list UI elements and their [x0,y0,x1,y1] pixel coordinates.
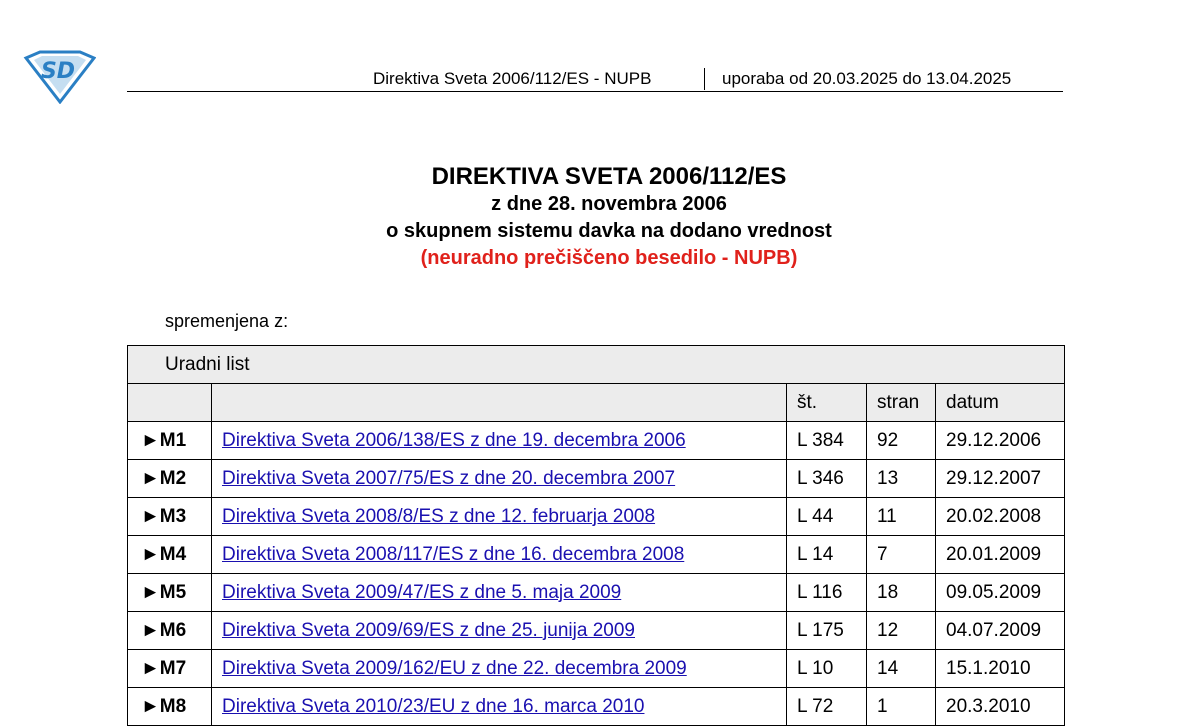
amendment-code-cell: ►M3 [128,498,212,536]
logo-lettering: SD [40,59,76,84]
column-header-page: stran [867,384,936,422]
journal-page-cell: 18 [867,574,936,612]
column-header-date: datum [936,384,1065,422]
amendment-link-cell [212,574,787,612]
publication-date-cell: 09.05.2009 [936,574,1065,612]
amendment-link-cell [212,688,787,726]
amendment-link[interactable]: Direktiva Sveta 2010/23/EU z dne 16. marca 2010 [222,695,645,717]
table-row [128,422,1065,460]
sd-logo-icon [22,50,96,104]
amendments-table [127,345,1065,726]
document-date: z dne 28. novembra 2006 [491,193,727,215]
journal-page-cell: 1 [867,688,936,726]
table-header-row [128,384,1065,422]
amendment-link-cell [212,422,787,460]
header-document-title: Direktiva Sveta 2006/112/ES - NUPB [373,69,652,88]
journal-page-cell: 14 [867,650,936,688]
journal-number-cell: L 10 [787,650,867,688]
amendment-link-cell [212,612,787,650]
amendment-link[interactable]: Direktiva Sveta 2009/47/ES z dne 5. maja 2009 [222,581,622,603]
amendment-link-cell [212,536,787,574]
amendment-code-cell: ►M8 [128,688,212,726]
journal-page-cell: 13 [867,460,936,498]
document-title: DIREKTIVA SVETA 2006/112/ES [431,163,787,190]
amendment-code-cell: ►M6 [128,612,212,650]
journal-page-cell: 7 [867,536,936,574]
publication-date-cell: 04.07.2009 [936,612,1065,650]
amendment-link[interactable]: Direktiva Sveta 2008/8/ES z dne 12. februarja 2008 [222,505,656,527]
journal-number-cell: L 346 [787,460,867,498]
table-row [128,498,1065,536]
journal-number-cell: L 14 [787,536,867,574]
journal-number-cell: L 116 [787,574,867,612]
amendment-link[interactable]: Direktiva Sveta 2008/117/ES z dne 16. decembra 2008 [222,543,685,565]
table-row [128,650,1065,688]
header-rule [127,91,1063,92]
journal-number-cell: L 384 [787,422,867,460]
publication-date-cell: 20.3.2010 [936,688,1065,726]
header-divider [704,68,705,90]
journal-number-cell: L 72 [787,688,867,726]
journal-number-cell: L 44 [787,498,867,536]
table-row [128,612,1065,650]
table-row [128,574,1065,612]
journal-number-cell: L 175 [787,612,867,650]
amendment-link-cell [212,650,787,688]
column-header-title [212,384,787,422]
table-row [128,536,1065,574]
table-caption-row [128,346,1065,384]
amendment-code-cell: ►M4 [128,536,212,574]
amendment-link[interactable]: Direktiva Sveta 2009/69/ES z dne 25. junija 2009 [222,619,635,641]
publication-date-cell: 29.12.2006 [936,422,1065,460]
amendment-link-cell [212,460,787,498]
column-header-number: št. [787,384,867,422]
table-row [128,460,1065,498]
publication-date-cell: 20.02.2008 [936,498,1065,536]
journal-page-cell: 11 [867,498,936,536]
document-subject: o skupnem sistemu davka na dodano vrednost [386,220,832,242]
document-note: (neuradno prečiščeno besedilo - NUPB) [420,247,798,269]
amendment-link[interactable]: Direktiva Sveta 2006/138/ES z dne 19. decembra 2006 [222,429,686,451]
amendment-link[interactable]: Direktiva Sveta 2009/162/EU z dne 22. decembra 2009 [222,657,687,679]
amendment-code-cell: ►M1 [128,422,212,460]
column-header-code [128,384,212,422]
journal-page-cell: 92 [867,422,936,460]
table-caption: Uradni list [128,346,1065,384]
publication-date-cell: 15.1.2010 [936,650,1065,688]
amendment-code-cell: ►M2 [128,460,212,498]
journal-page-cell: 12 [867,612,936,650]
amendment-link-cell [212,498,787,536]
publication-date-cell: 29.12.2007 [936,460,1065,498]
publication-date-cell: 20.01.2009 [936,536,1065,574]
table-row [128,688,1065,726]
amendment-code-cell: ►M7 [128,650,212,688]
amendment-code-cell: ►M5 [128,574,212,612]
header-validity-period: uporaba od 20.03.2025 do 13.04.2025 [722,69,1012,88]
amended-by-label: spremenjena z: [165,311,289,331]
amendment-link[interactable]: Direktiva Sveta 2007/75/ES z dne 20. decembra 2007 [222,467,676,489]
